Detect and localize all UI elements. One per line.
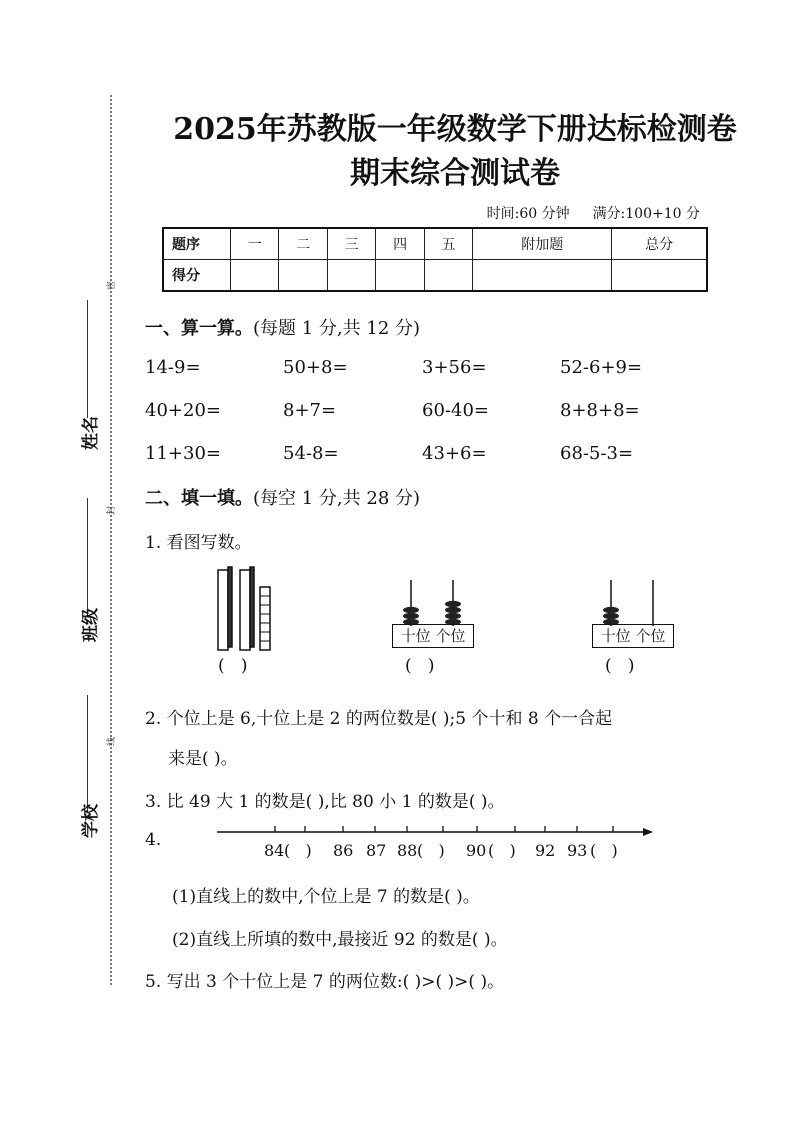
abacus-place-label: 十位 个位 [592,624,674,648]
name-underline [87,300,88,418]
number-line [215,822,655,842]
section-1-note: (每题 1 分,共 12 分) [253,318,421,339]
name-label: 姓名 [81,416,101,450]
table-cell: 四 [376,228,424,260]
calc-problem: 11+30= [145,443,221,464]
time-limit: 时间:60 分钟 [486,206,570,222]
score-entry-cell[interactable] [376,260,424,292]
seal-mark-xian: 线 [107,736,117,746]
ten-rod [218,570,228,650]
calc-problem: 52-6+9= [560,357,643,378]
section-2-note: (每空 1 分,共 28 分) [253,488,421,509]
calc-problem: 8+7= [283,400,337,421]
ten-rod-shade [250,567,254,647]
table-cell: 二 [279,228,327,260]
number-line-label: 93 [567,841,588,860]
ten-rod-shade [228,567,232,647]
score-entry-cell[interactable] [327,260,375,292]
question-5: 5. 写出 3 个十位上是 7 的两位数:( )>( )>( )。 [145,972,505,992]
score-entry-cell[interactable] [231,260,279,292]
abacus-picture-1 [392,578,472,628]
number-line-blank[interactable]: ( ) [284,841,312,860]
seal-mark-feng: 封 [107,505,117,515]
section-2-heading [145,484,420,510]
base-ten-blocks-picture [212,565,276,655]
calc-problem: 43+6= [422,443,487,464]
answer-blank[interactable]: ( ) [605,656,635,676]
calc-problem: 54-8= [283,443,339,464]
score-entry-cell[interactable] [612,260,707,292]
number-line-label: 86 [333,841,354,860]
number-line-label: 92 [535,841,556,860]
question-2: 2. 个位上是 6,十位上是 2 的两位数是( );5 个十和 8 个一合起 [145,709,613,729]
section-2-title: 二、填一填。 [145,488,253,509]
abacus-bead [403,607,419,613]
answer-blank[interactable]: ( ) [218,656,248,676]
table-cell: 附加题 [473,228,612,260]
abacus-bead [403,613,419,619]
calc-problem: 14-9= [145,357,201,378]
abacus-bead [603,607,619,613]
class-underline [87,498,88,616]
score-table-header-row [163,228,707,260]
number-line-blank[interactable]: ( ) [417,841,445,860]
question-1: 1. 看图写数。 [145,533,252,553]
abacus-bead [445,613,461,619]
table-cell: 三 [327,228,375,260]
abacus-bead [445,607,461,613]
score-entry-cell[interactable] [279,260,327,292]
page-subtitle: 期末综合测试卷 [350,156,560,191]
question-2-continued: 来是( )。 [168,749,238,769]
binding-dotted-line [110,95,112,985]
table-cell: 五 [424,228,472,260]
arrow-right-icon [643,828,653,836]
score-entry-cell[interactable] [424,260,472,292]
table-cell: 总分 [612,228,707,260]
number-line-label: 88 [397,841,418,860]
number-line-label: 84 [264,841,285,860]
question-3: 3. 比 49 大 1 的数是( ),比 80 小 1 的数是( )。 [145,792,505,812]
table-cell: 得分 [163,260,231,292]
calc-problem: 50+8= [283,357,348,378]
school-underline [87,695,88,813]
question-4-2: (2)直线上所填的数中,最接近 92 的数是( )。 [172,930,508,950]
question-4-1: (1)直线上的数中,个位上是 7 的数是( )。 [172,887,480,907]
number-line-label: 90 [466,841,487,860]
table-cell: 一 [231,228,279,260]
number-line-label: 87 [366,841,387,860]
exam-meta [487,203,700,223]
abacus-picture-2 [592,578,672,628]
calc-problem: 60-40= [422,400,489,421]
abacus-place-label: 十位 个位 [392,624,474,648]
section-1-heading [145,314,420,340]
section-1-title: 一、算一算。 [145,318,253,339]
page-title: 2025年苏教版一年级数学下册达标检测卷 [173,112,737,147]
calc-problem: 40+20= [145,400,221,421]
table-cell: 题序 [163,228,231,260]
score-table-score-row [163,260,707,292]
class-label: 班级 [81,608,101,642]
number-line-blank[interactable]: ( ) [488,841,516,860]
calc-problem: 8+8+8= [560,400,640,421]
school-label: 学校 [81,804,101,838]
score-table [162,227,708,292]
score-entry-cell[interactable] [473,260,612,292]
calc-problem: 3+56= [422,357,487,378]
seal-mark-mi: 密 [107,280,117,290]
answer-blank[interactable]: ( ) [405,656,435,676]
abacus-bead [445,601,461,607]
question-4-number: 4. [145,830,162,850]
full-score: 满分:100+10 分 [592,206,700,222]
number-line-blank[interactable]: ( ) [590,841,618,860]
abacus-bead [603,613,619,619]
calc-problem: 68-5-3= [560,443,634,464]
ten-rod [240,570,250,650]
